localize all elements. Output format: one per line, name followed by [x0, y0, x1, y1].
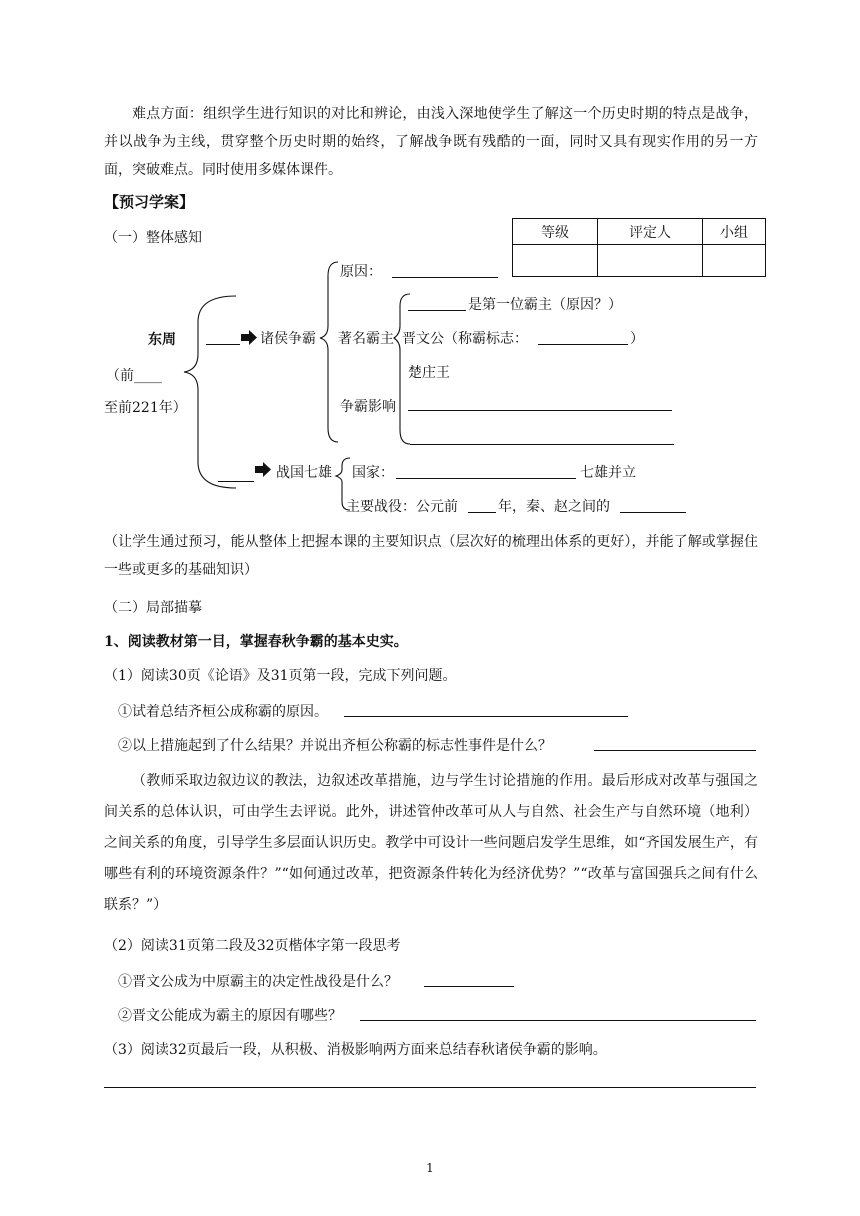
cause-blank[interactable] [392, 277, 498, 278]
battle-text-a: 主要战役：公元前 [346, 499, 458, 515]
preview-note: （让学生通过预习，能从整体上把握本课的主要知识点（层次好的梳理出体系的更好），并能了解或掌握住一些或更多的基础知识） [104, 534, 758, 578]
states-label: 国家： [352, 465, 394, 481]
evaluator-header: 评定人 [598, 219, 703, 245]
q1-2: （2）阅读31页第二段及32页楷体字第一段思考 [104, 938, 401, 954]
root-label: 东周 [148, 332, 176, 348]
influence-blank-2[interactable] [410, 444, 674, 445]
root-range-start: （前____ [106, 368, 162, 384]
q1-3-answer-line[interactable] [104, 1087, 756, 1088]
branch2-label: 战国七雄 [276, 465, 332, 481]
famous-label: 著名霸主 [338, 331, 394, 347]
brace-diagram [0, 0, 860, 520]
q1-2-b: ②晋文公能成为霸主的原因有哪些？ [118, 1008, 342, 1024]
q1-1-b-blank[interactable] [594, 750, 756, 751]
q1-title: 1、阅读教材第一目，掌握春秋争霸的基本史实。 [104, 634, 408, 650]
blank-branch2[interactable] [218, 481, 254, 482]
jin-wengong-text: 晋文公（称霸标志： [402, 331, 528, 347]
seven-states-text: 七雄并立 [580, 465, 636, 481]
q1-2-b-blank[interactable] [360, 1020, 756, 1021]
battle-year-blank[interactable] [468, 512, 496, 513]
group-header: 小组 [703, 219, 766, 245]
influence-label: 争霸影响 [340, 399, 396, 415]
jin-sign-blank[interactable] [538, 344, 628, 345]
page-number: 1 [426, 1161, 434, 1175]
cause-label: 原因： [340, 264, 382, 280]
branch1-label: 诸侯争霸 [260, 331, 316, 347]
q1-1-a-blank[interactable] [344, 716, 628, 717]
part1-title: （一）整体感知 [104, 230, 202, 246]
influence-blank-1[interactable] [408, 410, 672, 411]
q1-1-a: ①试着总结齐桓公成称霸的原因。 [118, 704, 328, 720]
intro-paragraph: 难点方面：组织学生进行知识的对比和辨论，由浅入深地使学生了解这一个历史时期的特点是战争，并以战争为主线，贯穿整个历史时期的始终，了解战争既有残酷的一面，同时又具有现实作用的另一方面，突破难点。同时使用多媒体课件。 [104, 106, 758, 178]
grade-header: 等级 [513, 219, 598, 245]
battle-text-b: 年，秦、赵之间的 [498, 499, 610, 515]
battle-name-blank[interactable] [620, 512, 686, 513]
q1-2-a: ①晋文公成为中原霸主的决定性战役是什么？ [118, 974, 398, 990]
q1-3: （3）阅读32页最后一段，从积极、消极影响两方面来总结春秋诸侯争霸的影响。 [104, 1042, 607, 1058]
part2-title: （二）局部描摹 [104, 600, 202, 616]
root-range-end: 至前221年） [104, 400, 187, 416]
q1-1: （1）阅读30页《论语》及31页第一段，完成下列问题。 [104, 668, 457, 684]
chu-zhuangwang: 楚庄王 [408, 365, 450, 381]
jin-close: ） [630, 331, 644, 347]
first-hegemon-blank[interactable] [408, 310, 466, 311]
blank-branch1[interactable] [206, 344, 240, 345]
section-title: 【预习学案】 [104, 193, 195, 211]
q1-2-a-blank[interactable] [424, 986, 514, 987]
q1-1-b: ②以上措施起到了什么结果？并说出齐桓公称霸的标志性事件是什么？ [118, 738, 552, 754]
teacher-note: （教师采取边叙边议的教法，边叙述改革措施，边与学生讨论措施的作用。最后形成对改革与强国之间关系的总体认识，可由学生去评说。此外，讲述管仲改革可从人与自然、社会生产与自然环境（地利）之间关系的角度，引导学生多层面认识历史。教学中可设计一些问题启发学生思维，如“齐国发展生产，有哪些有利的环境资源条件？”“如何通过改革，把资源条件转化为经济优势？”“改革与富国强兵之间有什么联系？”） [104, 773, 758, 913]
states-blank[interactable] [396, 478, 576, 479]
first-hegemon-text: 是第一位霸主（原因？） [468, 297, 622, 313]
